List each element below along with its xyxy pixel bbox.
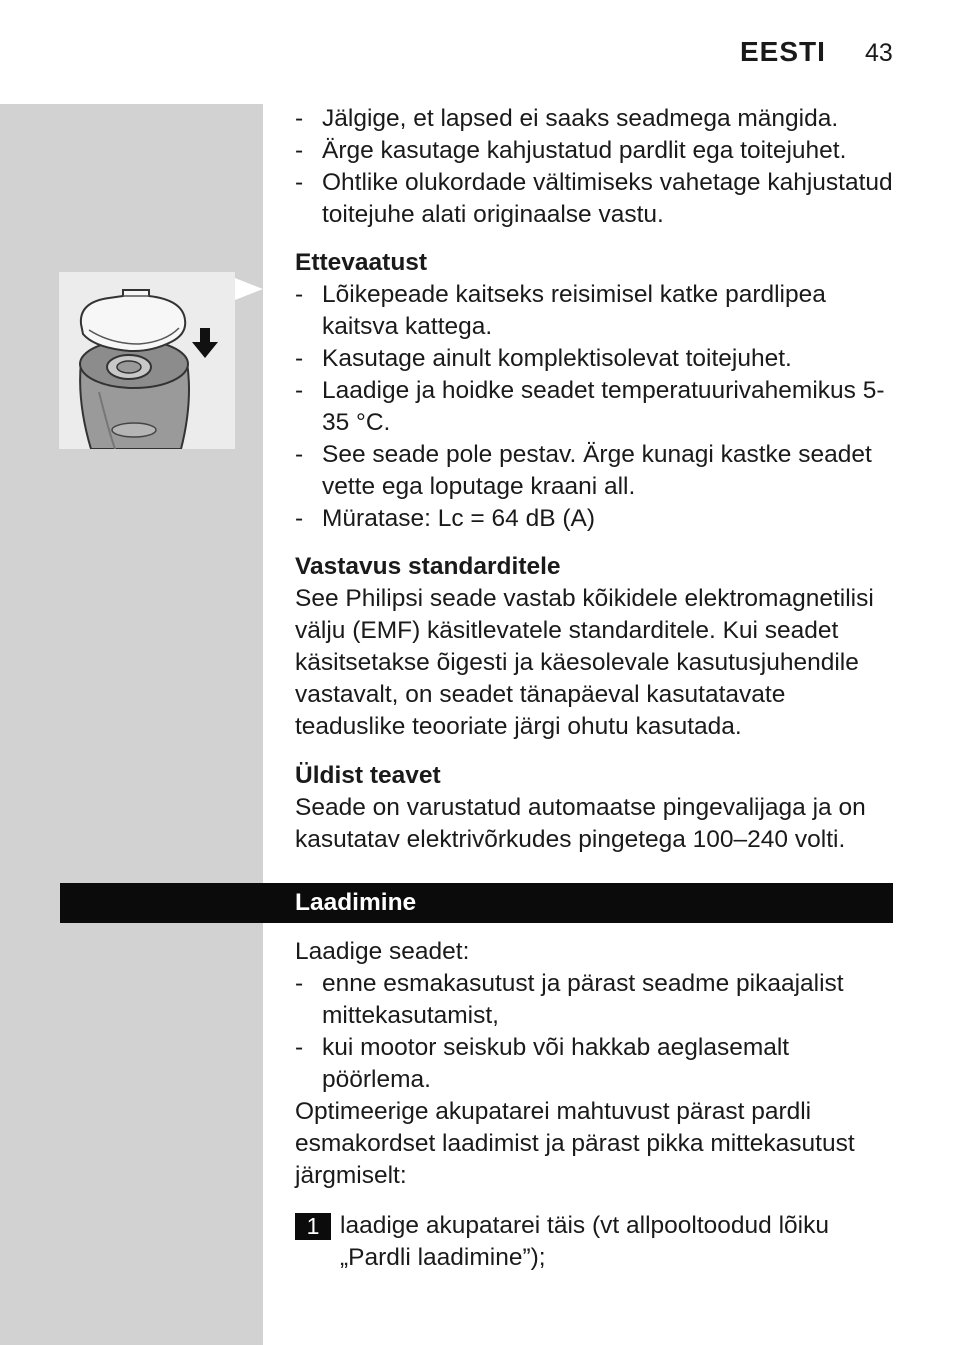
charging-optimize: Optimeerige akupatarei mahtuvust pärast pardli esmakordset laadimist ja pärast pikka mittekasutust järgmiselt: xyxy=(295,1098,855,1189)
safety-list xyxy=(295,103,895,231)
list-item: - Kasutage ainult komplektisolevat toitejuhet. xyxy=(295,343,895,375)
caution-section xyxy=(295,247,895,535)
shaver-with-cap-icon xyxy=(59,272,235,449)
list-item: - See seade pole pestav. Ärge kunagi kastke seadet vette ega loputage kraani all. xyxy=(295,439,895,503)
arrow-down-icon xyxy=(191,328,219,360)
section-text: See Philipsi seade vastab kõikidele elektromagnetilisi välju (EMF) käsitlevatele standarditele. Kui seadet käsitsetakse õigesti ja käesolevale kasutusjuhendile vastavalt, on seadet tänapäeval kasutatavate teaduslike teooriate järgi ohutu kasutada. xyxy=(295,585,874,740)
language-label: EESTI xyxy=(740,36,826,67)
list-item: - Müratase: Lc = 64 dB (A) xyxy=(295,503,895,535)
charging-banner xyxy=(60,883,893,923)
page-number: 43 xyxy=(865,39,893,67)
list-item: - kui mootor seiskub või hakkab aeglasemalt pöörlema. xyxy=(295,1032,895,1096)
section-text: Seade on varustatud automaatse pingevalijaga ja on kasutatav elektrivõrkudes pingetega 100–240 volti. xyxy=(295,794,866,853)
list-item: - enne esmakasutust ja pärast seadme pikaajalist mittekasutamist, xyxy=(295,968,895,1032)
banner-title: Laadimine xyxy=(295,889,417,916)
step-1 xyxy=(295,1210,895,1274)
charging-intro: Laadige seadet: xyxy=(295,938,470,965)
list-item: - Ärge kasutage kahjustatud pardlit ega toitejuhet. xyxy=(295,135,895,167)
list-item: - Ohtlike olukordade vältimiseks vahetage kahjustatud toitejuhe alati originaalse vastu. xyxy=(295,167,895,231)
standards-section xyxy=(295,551,895,743)
list-item: - Lõikepeade kaitseks reisimisel katke pardlipea kaitsva kattega. xyxy=(295,279,895,343)
section-heading: Üldist teavet xyxy=(295,762,441,789)
charging-section xyxy=(295,936,895,1192)
step-number-badge: 1 xyxy=(295,1213,331,1240)
section-heading: Ettevaatust xyxy=(295,249,428,276)
list-item: - Laadige ja hoidke seadet temperatuurivahemikus 5-35 °C. xyxy=(295,375,895,439)
list-item: - Jälgige, et lapsed ei saaks seadmega mängida. xyxy=(295,103,895,135)
section-heading: Vastavus standarditele xyxy=(295,553,561,580)
general-section xyxy=(295,760,895,856)
step-text: laadige akupatarei täis (vt allpooltoodud lõiku „Pardli laadimine”); xyxy=(340,1212,829,1271)
callout-pointer xyxy=(235,278,263,300)
